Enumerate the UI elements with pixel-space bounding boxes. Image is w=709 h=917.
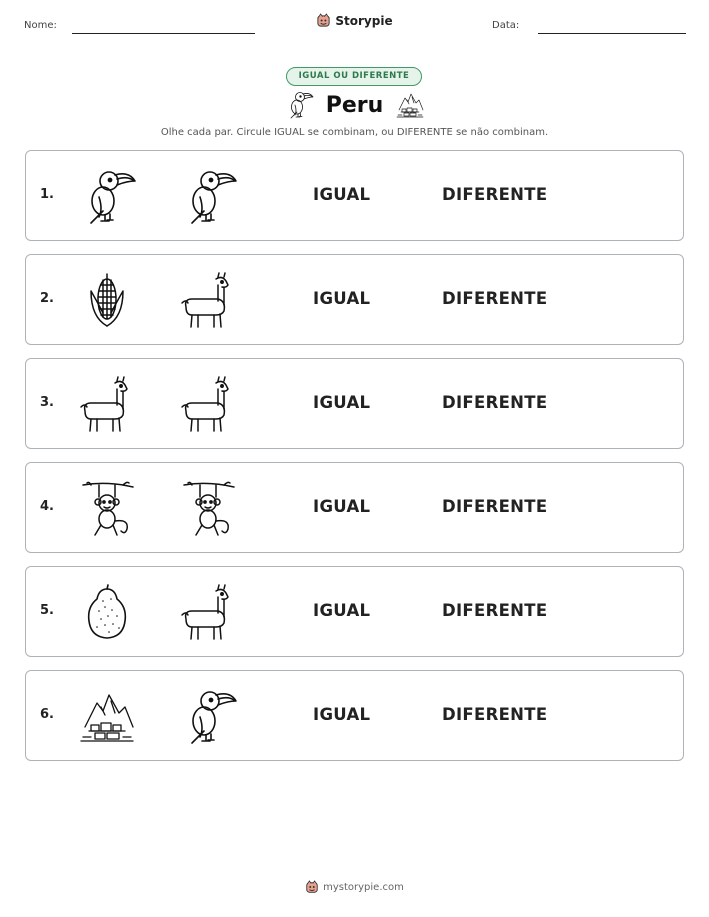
same-option[interactable]: IGUAL	[313, 601, 371, 620]
item-number: 3.	[40, 395, 54, 410]
same-option[interactable]: IGUAL	[313, 497, 371, 516]
title-row	[0, 90, 709, 120]
monkey-icon	[77, 479, 137, 539]
worksheet-type-badge: IGUAL OU DIFERENTE	[286, 67, 422, 86]
item-card	[25, 670, 684, 761]
item-card	[25, 150, 684, 241]
instructions: Olhe cada par. Circule IGUAL se combinam, ou DIFERENTE se não combinam.	[160, 127, 549, 138]
item-card	[25, 462, 684, 553]
storypie-logo-icon	[305, 880, 319, 894]
item-number: 2.	[40, 291, 54, 306]
item-card	[25, 254, 684, 345]
llama-icon	[178, 375, 238, 435]
footer	[0, 880, 709, 894]
llama-icon	[178, 583, 238, 643]
toucan-icon	[284, 90, 314, 120]
fruit-icon	[77, 583, 137, 643]
item-card	[25, 358, 684, 449]
item-card	[25, 566, 684, 657]
item-number: 5.	[40, 603, 54, 618]
same-option[interactable]: IGUAL	[313, 185, 371, 204]
brand-name: Storypie	[335, 13, 393, 28]
different-option[interactable]: DIFERENTE	[442, 393, 548, 412]
page-title: Peru	[325, 92, 384, 118]
footer-url[interactable]: mystorypie.com	[323, 881, 404, 893]
item-number: 4.	[40, 499, 54, 514]
toucan-icon	[178, 167, 238, 227]
name-line[interactable]	[72, 33, 255, 34]
same-option[interactable]: IGUAL	[313, 705, 371, 724]
item-number: 1.	[40, 187, 54, 202]
date-label: Data:	[492, 20, 520, 31]
toucan-icon	[178, 687, 238, 747]
machu-picchu-icon	[77, 687, 137, 747]
corn-icon	[77, 271, 137, 331]
same-option[interactable]: IGUAL	[313, 289, 371, 308]
item-number: 6.	[40, 707, 54, 722]
different-option[interactable]: DIFERENTE	[442, 185, 548, 204]
monkey-icon	[178, 479, 238, 539]
name-label: Nome:	[24, 20, 57, 31]
same-option[interactable]: IGUAL	[313, 393, 371, 412]
different-option[interactable]: DIFERENTE	[442, 705, 548, 724]
brand-header	[0, 13, 709, 32]
toucan-icon	[77, 167, 137, 227]
llama-icon	[178, 271, 238, 331]
llama-icon	[77, 375, 137, 435]
different-option[interactable]: DIFERENTE	[442, 497, 548, 516]
storypie-logo-icon	[316, 13, 331, 28]
different-option[interactable]: DIFERENTE	[442, 289, 548, 308]
date-line[interactable]	[538, 33, 686, 34]
machu-picchu-icon	[395, 90, 425, 120]
different-option[interactable]: DIFERENTE	[442, 601, 548, 620]
